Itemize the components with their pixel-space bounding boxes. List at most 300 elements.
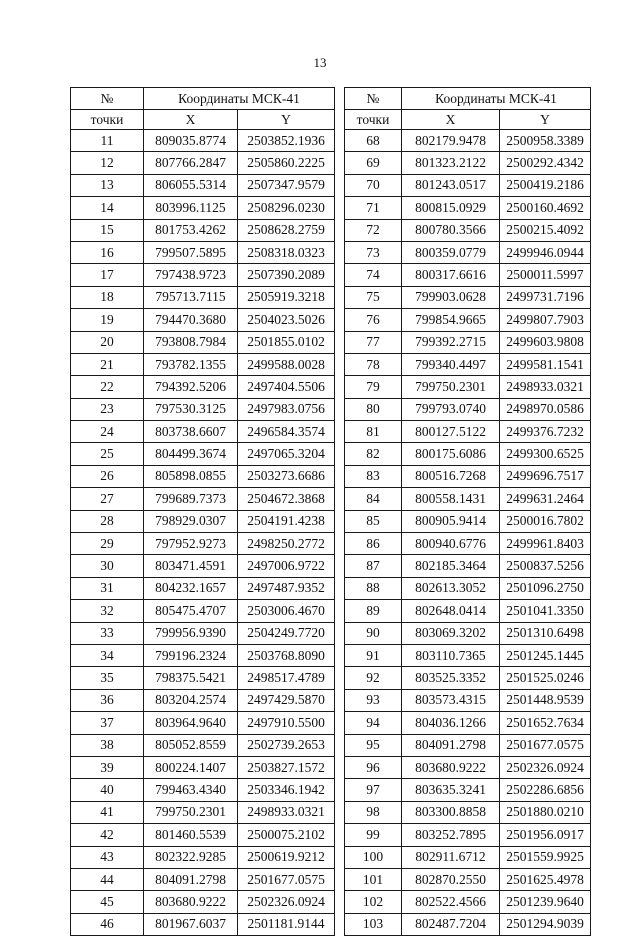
y-coordinate-cell: 2503346.1942 (238, 779, 335, 801)
y-coordinate-cell: 2504023.5026 (238, 309, 335, 331)
x-coordinate-cell: 805475.4707 (144, 600, 238, 622)
table-row (71, 376, 335, 398)
x-coordinate-cell: 800224.1407 (144, 756, 238, 778)
y-coordinate-cell: 2507390.2089 (238, 264, 335, 286)
x-coordinate-cell: 803738.6607 (144, 421, 238, 443)
y-coordinate-cell: 2499300.6525 (500, 443, 591, 465)
x-coordinate-cell: 799392.2715 (402, 331, 500, 353)
y-coordinate-cell: 2501448.9539 (500, 689, 591, 711)
table-row (345, 241, 591, 263)
y-coordinate-cell: 2500160.4692 (500, 197, 591, 219)
x-coordinate-cell: 800558.1431 (402, 488, 500, 510)
table-row (71, 779, 335, 801)
point-number-cell: 88 (345, 577, 402, 599)
point-number-cell: 35 (71, 667, 144, 689)
point-number-cell: 29 (71, 533, 144, 555)
x-coordinate-cell: 797952.9273 (144, 533, 238, 555)
y-coordinate-cell: 2500215.4092 (500, 219, 591, 241)
table-row (345, 868, 591, 890)
y-coordinate-cell: 2502326.0924 (500, 756, 591, 778)
header-x: X (402, 110, 500, 130)
x-coordinate-cell: 804036.1266 (402, 712, 500, 734)
x-coordinate-cell: 800780.3566 (402, 219, 500, 241)
table-row (345, 286, 591, 308)
point-number-cell: 34 (71, 644, 144, 666)
y-coordinate-cell: 2496584.3574 (238, 421, 335, 443)
header-number-top: № (345, 88, 402, 110)
x-coordinate-cell: 797530.3125 (144, 398, 238, 420)
x-coordinate-cell: 799750.2301 (402, 376, 500, 398)
point-number-cell: 89 (345, 600, 402, 622)
table-row (71, 398, 335, 420)
header-y: Y (238, 110, 335, 130)
x-coordinate-cell: 801323.2122 (402, 152, 500, 174)
y-coordinate-cell: 2503006.4670 (238, 600, 335, 622)
point-number-cell: 70 (345, 174, 402, 196)
y-coordinate-cell: 2500016.7802 (500, 510, 591, 532)
table-row (71, 756, 335, 778)
y-coordinate-cell: 2501239.9640 (500, 891, 591, 913)
table-row (345, 824, 591, 846)
header-x: X (144, 110, 238, 130)
y-coordinate-cell: 2503827.1572 (238, 756, 335, 778)
table-row (71, 913, 335, 935)
x-coordinate-cell: 800175.6086 (402, 443, 500, 465)
table-row (345, 152, 591, 174)
point-number-cell: 90 (345, 622, 402, 644)
table-row (71, 600, 335, 622)
x-coordinate-cell: 803300.8858 (402, 801, 500, 823)
point-number-cell: 73 (345, 241, 402, 263)
point-number-cell: 37 (71, 712, 144, 734)
table-row (71, 846, 335, 868)
table-row (71, 622, 335, 644)
point-number-cell: 19 (71, 309, 144, 331)
x-coordinate-cell: 803996.1125 (144, 197, 238, 219)
header-coords: Координаты МСК-41 (402, 88, 591, 110)
x-coordinate-cell: 799689.7373 (144, 488, 238, 510)
x-coordinate-cell: 793808.7984 (144, 331, 238, 353)
y-coordinate-cell: 2500292.4342 (500, 152, 591, 174)
point-number-cell: 27 (71, 488, 144, 510)
point-number-cell: 96 (345, 756, 402, 778)
y-coordinate-cell: 2497910.5500 (238, 712, 335, 734)
x-coordinate-cell: 802179.9478 (402, 130, 500, 152)
y-coordinate-cell: 2499946.0944 (500, 241, 591, 263)
point-number-cell: 84 (345, 488, 402, 510)
table-row (71, 689, 335, 711)
table-row (345, 779, 591, 801)
table-row (71, 353, 335, 375)
page-number: 13 (313, 55, 327, 70)
y-coordinate-cell: 2499961.8403 (500, 533, 591, 555)
point-number-cell: 13 (71, 174, 144, 196)
y-coordinate-cell: 2499376.7232 (500, 421, 591, 443)
table-row (71, 152, 335, 174)
point-number-cell: 46 (71, 913, 144, 935)
x-coordinate-cell: 803069.3202 (402, 622, 500, 644)
point-number-cell: 95 (345, 734, 402, 756)
y-coordinate-cell: 2499588.0028 (238, 353, 335, 375)
table-row (71, 577, 335, 599)
point-number-cell: 82 (345, 443, 402, 465)
header-coords: Координаты МСК-41 (144, 88, 335, 110)
x-coordinate-cell: 799956.9390 (144, 622, 238, 644)
point-number-cell: 39 (71, 756, 144, 778)
y-coordinate-cell: 2497429.5870 (238, 689, 335, 711)
point-number-cell: 25 (71, 443, 144, 465)
table-row (71, 891, 335, 913)
y-coordinate-cell: 2503852.1936 (238, 130, 335, 152)
y-coordinate-cell: 2507347.9579 (238, 174, 335, 196)
point-number-cell: 91 (345, 644, 402, 666)
x-coordinate-cell: 799507.5895 (144, 241, 238, 263)
point-number-cell: 38 (71, 734, 144, 756)
y-coordinate-cell: 2504249.7720 (238, 622, 335, 644)
point-number-cell: 26 (71, 465, 144, 487)
point-number-cell: 45 (71, 891, 144, 913)
table-row (345, 488, 591, 510)
point-number-cell: 75 (345, 286, 402, 308)
table-row (71, 465, 335, 487)
table-row (71, 667, 335, 689)
y-coordinate-cell: 2505860.2225 (238, 152, 335, 174)
x-coordinate-cell: 802522.4566 (402, 891, 500, 913)
table-row (345, 533, 591, 555)
y-coordinate-cell: 2501677.0575 (500, 734, 591, 756)
table-row (71, 421, 335, 443)
x-coordinate-cell: 797438.9723 (144, 264, 238, 286)
x-coordinate-cell: 795713.7115 (144, 286, 238, 308)
x-coordinate-cell: 800317.6616 (402, 264, 500, 286)
header-y: Y (500, 110, 591, 130)
x-coordinate-cell: 801460.5539 (144, 824, 238, 846)
x-coordinate-cell: 803964.9640 (144, 712, 238, 734)
x-coordinate-cell: 802185.3464 (402, 555, 500, 577)
y-coordinate-cell: 2501880.0210 (500, 801, 591, 823)
y-coordinate-cell: 2508628.2759 (238, 219, 335, 241)
x-coordinate-cell: 803471.4591 (144, 555, 238, 577)
x-coordinate-cell: 799793.0740 (402, 398, 500, 420)
x-coordinate-cell: 794392.5206 (144, 376, 238, 398)
x-coordinate-cell: 799196.2324 (144, 644, 238, 666)
point-number-cell: 86 (345, 533, 402, 555)
x-coordinate-cell: 800905.9414 (402, 510, 500, 532)
y-coordinate-cell: 2504672.3868 (238, 488, 335, 510)
table-row (345, 913, 591, 935)
x-coordinate-cell: 793782.1355 (144, 353, 238, 375)
x-coordinate-cell: 804091.2798 (402, 734, 500, 756)
point-number-cell: 36 (71, 689, 144, 711)
header-number-bottom: точки (345, 110, 402, 130)
table-row (71, 286, 335, 308)
coordinates-table-right (344, 87, 591, 936)
table-row (345, 577, 591, 599)
coordinates-table-left (70, 87, 335, 936)
x-coordinate-cell: 802648.0414 (402, 600, 500, 622)
table-row (345, 801, 591, 823)
table-row (345, 219, 591, 241)
y-coordinate-cell: 2497487.9352 (238, 577, 335, 599)
y-coordinate-cell: 2503768.8090 (238, 644, 335, 666)
table-row (345, 443, 591, 465)
table-row (71, 801, 335, 823)
point-number-cell: 93 (345, 689, 402, 711)
x-coordinate-cell: 798375.5421 (144, 667, 238, 689)
table-row (345, 667, 591, 689)
point-number-cell: 97 (345, 779, 402, 801)
y-coordinate-cell: 2500619.9212 (238, 846, 335, 868)
table-row (345, 398, 591, 420)
x-coordinate-cell: 800815.0929 (402, 197, 500, 219)
y-coordinate-cell: 2501525.0246 (500, 667, 591, 689)
point-number-cell: 71 (345, 197, 402, 219)
header-number-bottom: точки (71, 110, 144, 130)
point-number-cell: 77 (345, 331, 402, 353)
table-row (71, 712, 335, 734)
table-row (345, 331, 591, 353)
table-row (345, 130, 591, 152)
y-coordinate-cell: 2498250.2772 (238, 533, 335, 555)
point-number-cell: 44 (71, 868, 144, 890)
table-row (71, 331, 335, 353)
point-number-cell: 42 (71, 824, 144, 846)
y-coordinate-cell: 2500011.5997 (500, 264, 591, 286)
table-row (345, 689, 591, 711)
point-number-cell: 99 (345, 824, 402, 846)
point-number-cell: 103 (345, 913, 402, 935)
x-coordinate-cell: 799750.2301 (144, 801, 238, 823)
table-row (71, 309, 335, 331)
table-row (71, 868, 335, 890)
y-coordinate-cell: 2508296.0230 (238, 197, 335, 219)
x-coordinate-cell: 798929.0307 (144, 510, 238, 532)
point-number-cell: 18 (71, 286, 144, 308)
table-row (345, 421, 591, 443)
y-coordinate-cell: 2498970.0586 (500, 398, 591, 420)
y-coordinate-cell: 2502286.6856 (500, 779, 591, 801)
table-row (345, 756, 591, 778)
table-row (71, 264, 335, 286)
table-row (345, 712, 591, 734)
point-number-cell: 12 (71, 152, 144, 174)
x-coordinate-cell: 800516.7268 (402, 465, 500, 487)
table-row (345, 846, 591, 868)
x-coordinate-cell: 807766.2847 (144, 152, 238, 174)
y-coordinate-cell: 2503273.6686 (238, 465, 335, 487)
point-number-cell: 30 (71, 555, 144, 577)
table-row (71, 219, 335, 241)
x-coordinate-cell: 802870.2550 (402, 868, 500, 890)
table-row (71, 510, 335, 532)
table-row (71, 130, 335, 152)
point-number-cell: 23 (71, 398, 144, 420)
x-coordinate-cell: 806055.5314 (144, 174, 238, 196)
y-coordinate-cell: 2508318.0323 (238, 241, 335, 263)
y-coordinate-cell: 2498517.4789 (238, 667, 335, 689)
table-row (345, 644, 591, 666)
table-row (345, 353, 591, 375)
point-number-cell: 31 (71, 577, 144, 599)
point-number-cell: 79 (345, 376, 402, 398)
point-number-cell: 24 (71, 421, 144, 443)
point-number-cell: 40 (71, 779, 144, 801)
point-number-cell: 21 (71, 353, 144, 375)
y-coordinate-cell: 2497983.0756 (238, 398, 335, 420)
table-row (345, 734, 591, 756)
x-coordinate-cell: 805898.0855 (144, 465, 238, 487)
y-coordinate-cell: 2501096.2750 (500, 577, 591, 599)
y-coordinate-cell: 2499581.1541 (500, 353, 591, 375)
point-number-cell: 102 (345, 891, 402, 913)
y-coordinate-cell: 2497404.5506 (238, 376, 335, 398)
y-coordinate-cell: 2499603.9808 (500, 331, 591, 353)
x-coordinate-cell: 809035.8774 (144, 130, 238, 152)
x-coordinate-cell: 803110.7365 (402, 644, 500, 666)
table-row (345, 197, 591, 219)
x-coordinate-cell: 802911.6712 (402, 846, 500, 868)
x-coordinate-cell: 803635.3241 (402, 779, 500, 801)
point-number-cell: 98 (345, 801, 402, 823)
point-number-cell: 41 (71, 801, 144, 823)
table-row (71, 488, 335, 510)
x-coordinate-cell: 799340.4497 (402, 353, 500, 375)
table-row (71, 533, 335, 555)
point-number-cell: 101 (345, 868, 402, 890)
y-coordinate-cell: 2498933.0321 (238, 801, 335, 823)
point-number-cell: 17 (71, 264, 144, 286)
x-coordinate-cell: 800127.5122 (402, 421, 500, 443)
table-row (345, 174, 591, 196)
point-number-cell: 14 (71, 197, 144, 219)
table-row (71, 555, 335, 577)
x-coordinate-cell: 802613.3052 (402, 577, 500, 599)
y-coordinate-cell: 2501956.0917 (500, 824, 591, 846)
y-coordinate-cell: 2501855.0102 (238, 331, 335, 353)
point-number-cell: 22 (71, 376, 144, 398)
table-row (71, 824, 335, 846)
y-coordinate-cell: 2501245.1445 (500, 644, 591, 666)
x-coordinate-cell: 804499.3674 (144, 443, 238, 465)
point-number-cell: 80 (345, 398, 402, 420)
y-coordinate-cell: 2501310.6498 (500, 622, 591, 644)
y-coordinate-cell: 2502326.0924 (238, 891, 335, 913)
point-number-cell: 28 (71, 510, 144, 532)
point-number-cell: 43 (71, 846, 144, 868)
table-row (345, 264, 591, 286)
table-row (345, 376, 591, 398)
x-coordinate-cell: 794470.3680 (144, 309, 238, 331)
y-coordinate-cell: 2497065.3204 (238, 443, 335, 465)
x-coordinate-cell: 801967.6037 (144, 913, 238, 935)
header-number-top: № (71, 88, 144, 110)
table-row (71, 443, 335, 465)
x-coordinate-cell: 799854.9665 (402, 309, 500, 331)
x-coordinate-cell: 800359.0779 (402, 241, 500, 263)
table-row (71, 241, 335, 263)
point-number-cell: 11 (71, 130, 144, 152)
x-coordinate-cell: 802487.7204 (402, 913, 500, 935)
table-row (345, 600, 591, 622)
table-row (71, 174, 335, 196)
table-row (71, 197, 335, 219)
x-coordinate-cell: 803204.2574 (144, 689, 238, 711)
y-coordinate-cell: 2504191.4238 (238, 510, 335, 532)
y-coordinate-cell: 2499696.7517 (500, 465, 591, 487)
point-number-cell: 20 (71, 331, 144, 353)
point-number-cell: 15 (71, 219, 144, 241)
x-coordinate-cell: 803680.9222 (144, 891, 238, 913)
y-coordinate-cell: 2499807.7903 (500, 309, 591, 331)
point-number-cell: 87 (345, 555, 402, 577)
x-coordinate-cell: 799463.4340 (144, 779, 238, 801)
x-coordinate-cell: 803680.9222 (402, 756, 500, 778)
point-number-cell: 32 (71, 600, 144, 622)
point-number-cell: 76 (345, 309, 402, 331)
point-number-cell: 83 (345, 465, 402, 487)
table-row (345, 510, 591, 532)
point-number-cell: 68 (345, 130, 402, 152)
y-coordinate-cell: 2497006.9722 (238, 555, 335, 577)
point-number-cell: 100 (345, 846, 402, 868)
x-coordinate-cell: 800940.6776 (402, 533, 500, 555)
point-number-cell: 94 (345, 712, 402, 734)
x-coordinate-cell: 803573.4315 (402, 689, 500, 711)
y-coordinate-cell: 2501625.4978 (500, 868, 591, 890)
point-number-cell: 33 (71, 622, 144, 644)
y-coordinate-cell: 2499731.7196 (500, 286, 591, 308)
y-coordinate-cell: 2499631.2464 (500, 488, 591, 510)
x-coordinate-cell: 801243.0517 (402, 174, 500, 196)
x-coordinate-cell: 804091.2798 (144, 868, 238, 890)
x-coordinate-cell: 804232.1657 (144, 577, 238, 599)
y-coordinate-cell: 2505919.3218 (238, 286, 335, 308)
table-row (345, 622, 591, 644)
y-coordinate-cell: 2500837.5256 (500, 555, 591, 577)
y-coordinate-cell: 2502739.2653 (238, 734, 335, 756)
y-coordinate-cell: 2501559.9925 (500, 846, 591, 868)
y-coordinate-cell: 2500075.2102 (238, 824, 335, 846)
y-coordinate-cell: 2501181.9144 (238, 913, 335, 935)
x-coordinate-cell: 803252.7895 (402, 824, 500, 846)
table-row (345, 465, 591, 487)
table-row (71, 734, 335, 756)
y-coordinate-cell: 2501652.7634 (500, 712, 591, 734)
table-row (345, 891, 591, 913)
y-coordinate-cell: 2500419.2186 (500, 174, 591, 196)
y-coordinate-cell: 2500958.3389 (500, 130, 591, 152)
x-coordinate-cell: 801753.4262 (144, 219, 238, 241)
y-coordinate-cell: 2501041.3350 (500, 600, 591, 622)
x-coordinate-cell: 803525.3352 (402, 667, 500, 689)
point-number-cell: 72 (345, 219, 402, 241)
point-number-cell: 74 (345, 264, 402, 286)
table-row (71, 644, 335, 666)
x-coordinate-cell: 799903.0628 (402, 286, 500, 308)
point-number-cell: 81 (345, 421, 402, 443)
y-coordinate-cell: 2501294.9039 (500, 913, 591, 935)
y-coordinate-cell: 2498933.0321 (500, 376, 591, 398)
point-number-cell: 16 (71, 241, 144, 263)
x-coordinate-cell: 805052.8559 (144, 734, 238, 756)
y-coordinate-cell: 2501677.0575 (238, 868, 335, 890)
point-number-cell: 78 (345, 353, 402, 375)
point-number-cell: 69 (345, 152, 402, 174)
table-row (345, 555, 591, 577)
table-row (345, 309, 591, 331)
point-number-cell: 85 (345, 510, 402, 532)
x-coordinate-cell: 802322.9285 (144, 846, 238, 868)
